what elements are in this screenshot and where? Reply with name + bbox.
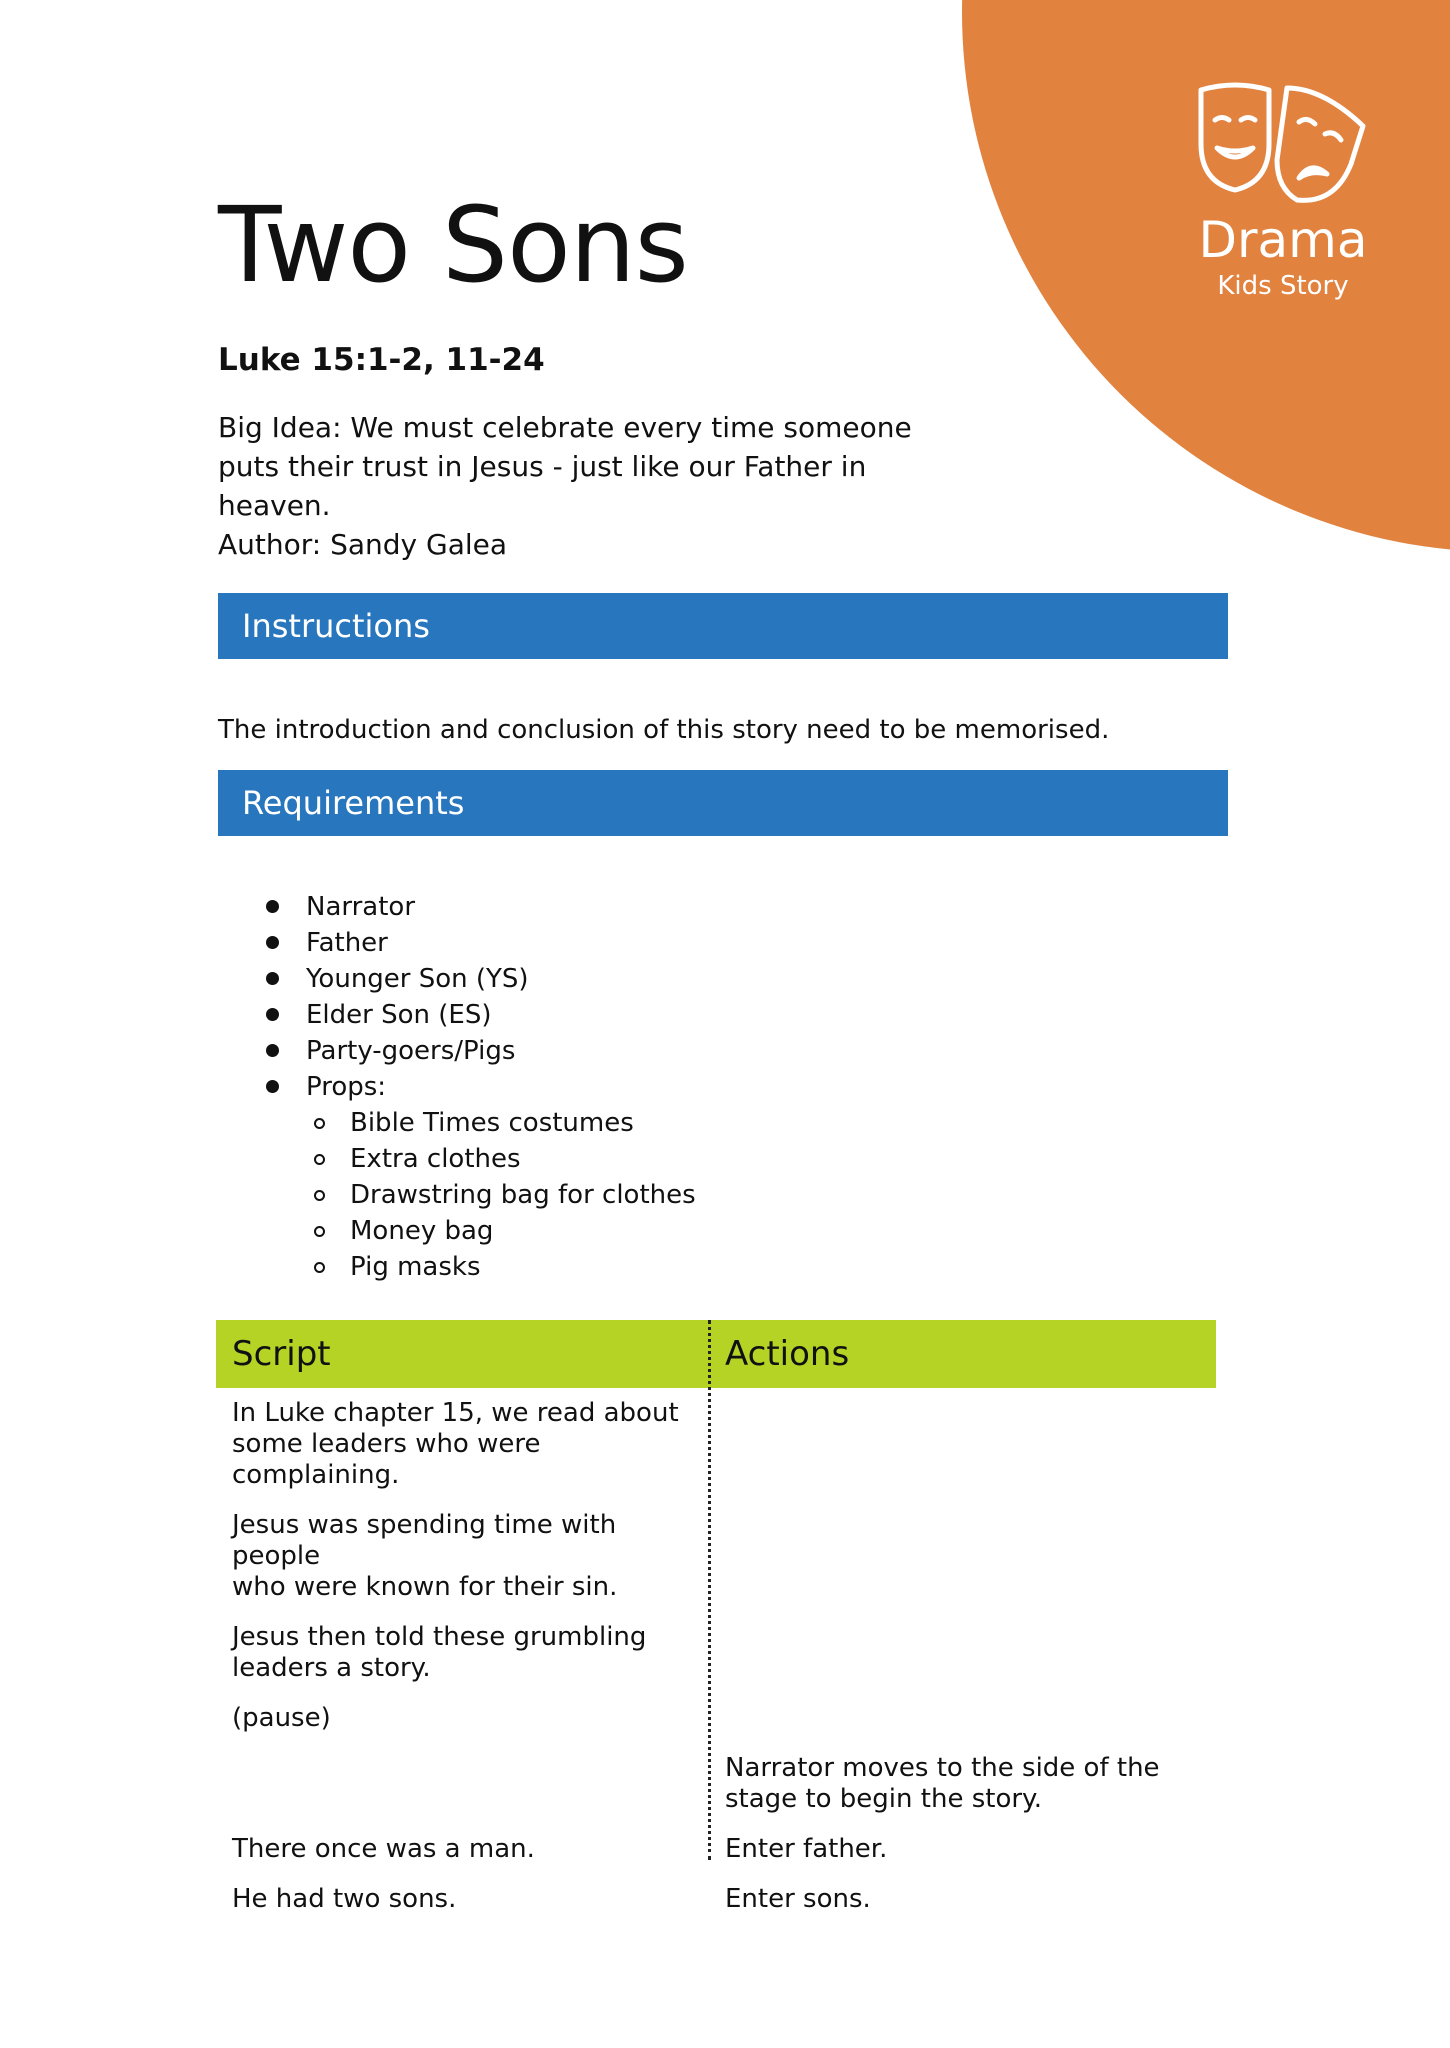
list-item: Younger Son (YS) bbox=[262, 961, 696, 997]
table-row bbox=[216, 1622, 1216, 1684]
bullet-icon bbox=[266, 900, 279, 913]
instructions-text: The introduction and conclusion of this story need to be memorised. bbox=[218, 715, 1110, 745]
script-cell: (pause) bbox=[232, 1703, 331, 1733]
script-cell: In Luke chapter 15, we read about some leaders who were complaining. bbox=[232, 1398, 679, 1490]
props-item: Extra clothes bbox=[305, 1141, 696, 1177]
table-row bbox=[216, 1834, 1216, 1865]
big-idea-line: puts their trust in Jesus - just like our Father in bbox=[218, 450, 867, 483]
column-divider bbox=[708, 1320, 711, 1860]
theater-masks-icon bbox=[1195, 82, 1371, 208]
big-idea-line: Big Idea: We must celebrate every time someone bbox=[218, 411, 912, 444]
script-cell: Jesus then told these grumbling leaders a story. bbox=[232, 1622, 647, 1683]
list-item: Narrator bbox=[262, 889, 696, 925]
table-row bbox=[216, 1398, 1216, 1491]
requirements-heading: Requirements bbox=[218, 770, 1228, 836]
script-cell: Jesus was spending time with people who were known for their sin. bbox=[232, 1510, 618, 1602]
circle-bullet-icon bbox=[314, 1118, 325, 1129]
list-item: Props: bbox=[262, 1069, 696, 1105]
script-cell: There once was a man. bbox=[232, 1834, 535, 1864]
table-row bbox=[216, 1703, 1216, 1734]
script-rows bbox=[216, 1388, 1216, 1915]
props-item: Pig masks bbox=[305, 1249, 696, 1285]
intro-block bbox=[218, 408, 918, 564]
script-cell: He had two sons. bbox=[232, 1884, 457, 1914]
big-idea-line: heaven. bbox=[218, 489, 331, 522]
table-row bbox=[216, 1753, 1216, 1815]
requirements-list bbox=[262, 889, 696, 1285]
circle-bullet-icon bbox=[314, 1190, 325, 1201]
bullet-icon bbox=[266, 972, 279, 985]
badge-title: Drama bbox=[1198, 211, 1368, 269]
badge-subtitle: Kids Story bbox=[1217, 271, 1349, 301]
instructions-heading: Instructions bbox=[218, 593, 1228, 659]
circle-bullet-icon bbox=[314, 1262, 325, 1273]
script-table-header bbox=[216, 1320, 1216, 1388]
script-table bbox=[216, 1320, 1216, 1934]
bullet-icon bbox=[266, 1080, 279, 1093]
list-item: Party-goers/Pigs bbox=[262, 1033, 696, 1069]
actions-cell bbox=[709, 1398, 1216, 1491]
script-column-header: Script bbox=[232, 1334, 331, 1374]
table-row bbox=[216, 1510, 1216, 1603]
actions-cell: Enter sons. bbox=[725, 1884, 871, 1914]
actions-cell bbox=[709, 1703, 1216, 1734]
actions-cell bbox=[709, 1622, 1216, 1684]
list-item: Father bbox=[262, 925, 696, 961]
page-title: Two Sons bbox=[218, 184, 688, 306]
props-item: Drawstring bag for clothes bbox=[305, 1177, 696, 1213]
props-item: Bible Times costumes bbox=[305, 1105, 696, 1141]
circle-bullet-icon bbox=[314, 1154, 325, 1165]
drama-badge bbox=[1168, 82, 1398, 302]
actions-cell: Enter father. bbox=[725, 1834, 888, 1864]
props-item: Money bag bbox=[305, 1213, 696, 1249]
props-list bbox=[262, 1105, 696, 1285]
bullet-icon bbox=[266, 1044, 279, 1057]
scripture-reference: Luke 15:1-2, 11-24 bbox=[218, 342, 545, 378]
table-row bbox=[216, 1884, 1216, 1915]
bullet-icon bbox=[266, 936, 279, 949]
script-cell bbox=[216, 1753, 709, 1815]
actions-cell bbox=[709, 1510, 1216, 1603]
bullet-icon bbox=[266, 1008, 279, 1021]
actions-cell: Narrator moves to the side of the stage to begin the story. bbox=[725, 1753, 1160, 1814]
actions-column-header: Actions bbox=[725, 1334, 850, 1374]
list-item: Elder Son (ES) bbox=[262, 997, 696, 1033]
circle-bullet-icon bbox=[314, 1226, 325, 1237]
author-line: Author: Sandy Galea bbox=[218, 528, 508, 561]
